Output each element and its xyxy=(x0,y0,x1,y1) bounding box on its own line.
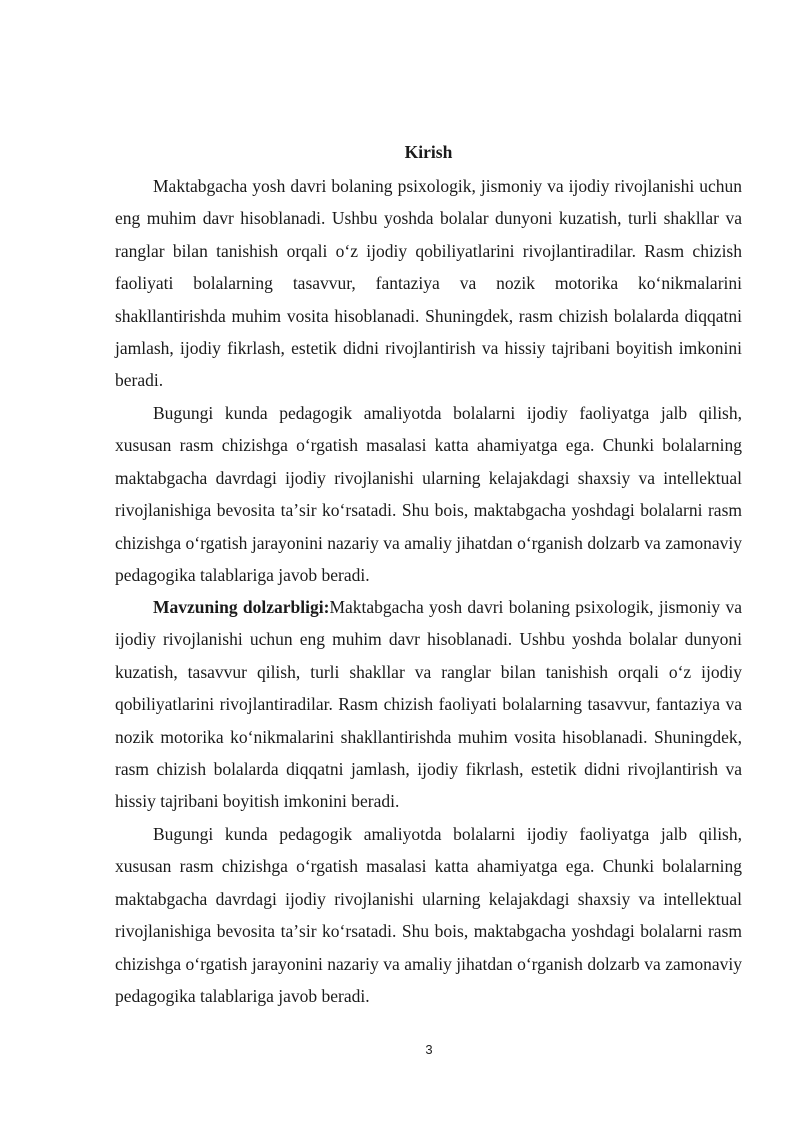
section-title: Kirish xyxy=(404,142,453,162)
paragraph-topic-relevance xyxy=(115,591,742,818)
paragraph-text: Maktabgacha yosh davri bolaning psixologik, jismoniy va ijodiy rivojlanishi uchun eng muhim davr hisoblanadi. Ushbu yoshda bolalar dunyoni kuzatish, tasavvur qilish, turli shakllar va ranglar bilan tanishish orqali oʻz ijodiy qobiliyatlarini rivojlantiradilar. Rasm chizish faoliyati bolalarning tasavvur, fantaziya va nozik motorika koʻnikmalarini shakllantirishda muhim vosita hisoblanadi. Shuningdek, rasm chizish bolalarda diqqatni jamlash, ijodiy fikrlash, estetik didni rivojlantirish va hissiy tajribani boyitish imkonini beradi. xyxy=(115,597,742,812)
paragraph-introduction xyxy=(115,170,742,397)
paragraph-pedagogical-practice-repeat xyxy=(115,818,742,1012)
paragraph-pedagogical-practice xyxy=(115,397,742,591)
paragraph-lead-relevance: Mavzuning dolzarbligi: xyxy=(153,597,330,617)
paragraph-text: Bugungi kunda pedagogik amaliyotda bolalarni ijodiy faoliyatga jalb qilish, xususan rasm chizishga oʻrgatish masalasi katta ahamiyatga ega. Chunki bolalarning maktabgacha davrdagi ijodiy rivojlanishi ularning kelajakdagi shaxsiy va intellektual rivojlanishiga bevosita taʼsir koʻrsatadi. Shu bois, maktabgacha yoshdagi bolalarni rasm chizishga oʻrgatish jarayonini nazariy va amaliy jihatdan oʻrganish dolzarb va zamonaviy pedagogika talablariga javob beradi. xyxy=(115,824,742,1007)
page-number: 3 xyxy=(425,1042,433,1057)
paragraph-text: Maktabgacha yosh davri bolaning psixologik, jismoniy va ijodiy rivojlanishi uchun eng muhim davr hisoblanadi. Ushbu yoshda bolalar dunyoni kuzatish, turli shakllar va ranglar bilan tanishish orqali oʻz ijodiy qobiliyatlarini rivojlantiradilar. Rasm chizish faoliyati bolalarning tasavvur, fantaziya va nozik motorika koʻnikmalarini shakllantirishda muhim vosita hisoblanadi. Shuningdek, rasm chizish bolalarda diqqatni jamlash, ijodiy fikrlash, estetik didni rivojlantirish va hissiy tajribani boyitish imkonini beradi. xyxy=(115,176,742,391)
paragraph-text: Bugungi kunda pedagogik amaliyotda bolalarni ijodiy faoliyatga jalb qilish, xususan rasm chizishga oʻrgatish masalasi katta ahamiyatga ega. Chunki bolalarning maktabgacha davrdagi ijodiy rivojlanishi ularning kelajakdagi shaxsiy va intellektual rivojlanishiga bevosita taʼsir koʻrsatadi. Shu bois, maktabgacha yoshdagi bolalarni rasm chizishga oʻrgatish jarayonini nazariy va amaliy jihatdan oʻrganish dolzarb va zamonaviy pedagogika talablariga javob beradi. xyxy=(115,403,742,586)
